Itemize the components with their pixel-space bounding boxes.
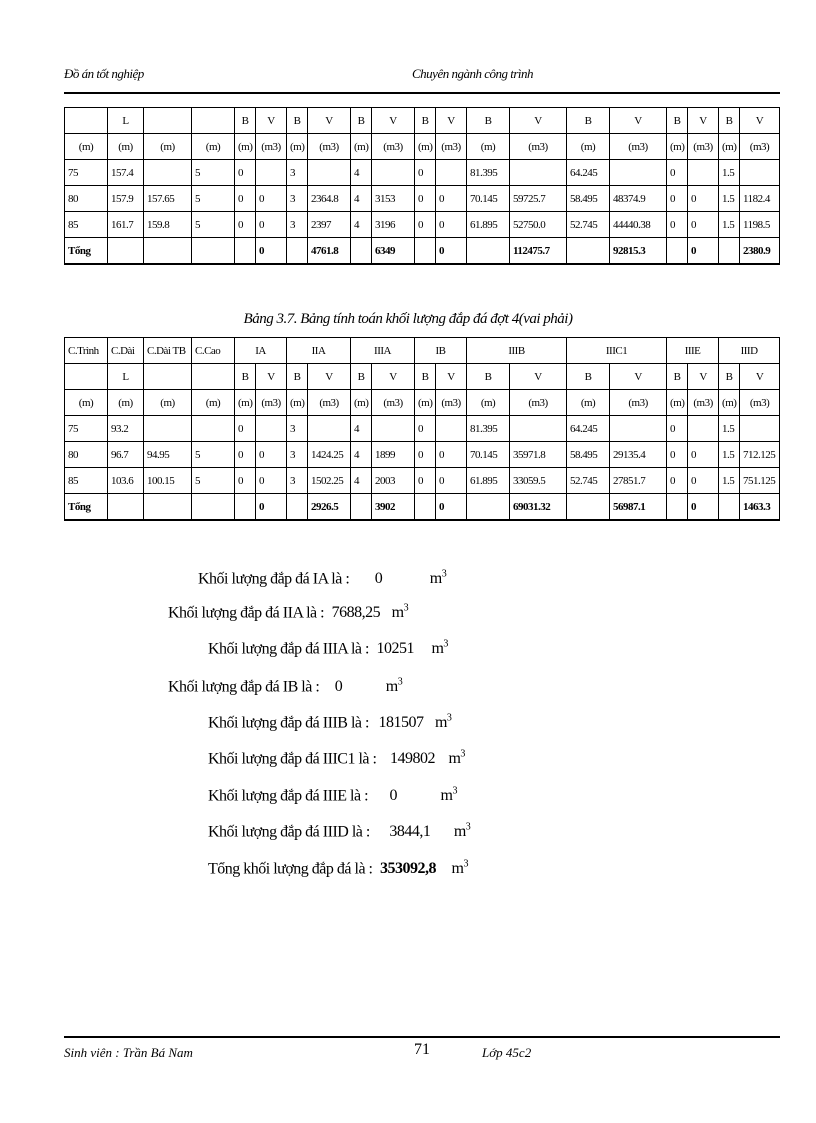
total-cell: 2380.9 [740, 238, 780, 265]
table-cell: 3 [287, 416, 308, 442]
header-ccao: C.Cao [192, 338, 235, 364]
table-cell [144, 108, 192, 134]
group-header: IIID [719, 338, 780, 364]
table-cell: 0 [235, 186, 256, 212]
total-cell: 0 [436, 238, 467, 265]
table-cell: 81.395 [467, 160, 510, 186]
table-cell: (m) [719, 134, 740, 160]
total-cell [144, 494, 192, 521]
table-cell: B [351, 108, 372, 134]
table-cell: (m) [144, 134, 192, 160]
table-cell: B [467, 108, 510, 134]
table-cell: 5 [192, 160, 235, 186]
total-cell: 6349 [372, 238, 415, 265]
table-row [65, 212, 780, 238]
total-label: Tổng [65, 494, 108, 521]
table-cell: V [308, 364, 351, 390]
table-cell: 4 [351, 468, 372, 494]
table-cell: 712.125 [740, 442, 780, 468]
table-cell: (m3) [740, 134, 780, 160]
table-cell: 1.5 [719, 186, 740, 212]
table-cell: 35971.8 [510, 442, 567, 468]
table-cell: 0 [235, 212, 256, 238]
table-row [65, 390, 780, 416]
summary-total: Tổng khối lượng đắp đá là : 353092,8 $m^3$ [208, 859, 468, 878]
table-cell: (m) [65, 134, 108, 160]
table-cell: 1502.25 [308, 468, 351, 494]
total-cell: 0 [436, 494, 467, 521]
table-cell: 0 [256, 468, 287, 494]
table-cell: 3 [287, 212, 308, 238]
table-cell [610, 160, 667, 186]
summary-line: Khối lượng đắp đá IIIC1 là : 149802 $m^3$ [208, 749, 465, 768]
table-cell [65, 364, 108, 390]
table-cell: (m3) [372, 390, 415, 416]
table-cell [256, 160, 287, 186]
header-ctrinh: C.Trình [65, 338, 108, 364]
table-cell: 48374.9 [610, 186, 667, 212]
table-cell [688, 160, 719, 186]
table-cell: 1198.5 [740, 212, 780, 238]
total-cell [415, 238, 436, 265]
table-cell: 161.7 [108, 212, 144, 238]
table-cell: (m3) [610, 134, 667, 160]
table-cell: 0 [436, 186, 467, 212]
table-cell: 52750.0 [510, 212, 567, 238]
total-cell: 4761.8 [308, 238, 351, 265]
footer-rule [64, 1036, 780, 1038]
table-cell: V [688, 108, 719, 134]
table-cell: 64.245 [567, 160, 610, 186]
table-cell [372, 416, 415, 442]
table-cell: B [415, 364, 436, 390]
table-cell: 29135.4 [610, 442, 667, 468]
table-cell: 58.495 [567, 186, 610, 212]
summary-line: Khối lượng đắp đá IIID là : 3844,1 $m^3$ [208, 822, 471, 841]
table-cell: 5 [192, 186, 235, 212]
table-cell [308, 160, 351, 186]
table-cell: (m3) [372, 134, 415, 160]
table-cell: (m3) [510, 390, 567, 416]
table-cell: 751.125 [740, 468, 780, 494]
table-cell: V [610, 364, 667, 390]
table-cell: 3 [287, 442, 308, 468]
table-cell: (m) [287, 390, 308, 416]
footer-student: Sinh viên : Trần Bá Nam [64, 1045, 193, 1060]
table-cell: B [467, 364, 510, 390]
table-cell: 5 [192, 442, 235, 468]
table-cell: 64.245 [567, 416, 610, 442]
table-cell: (m3) [688, 390, 719, 416]
table-cell: 0 [235, 416, 256, 442]
table-cell: B [415, 108, 436, 134]
table-cell: 0 [436, 212, 467, 238]
table-cell: 3196 [372, 212, 415, 238]
table-row [65, 364, 780, 390]
table-cell: (m) [351, 134, 372, 160]
table-cell [688, 416, 719, 442]
table-cell: 1.5 [719, 160, 740, 186]
table-cell: 159.8 [144, 212, 192, 238]
total-cell: 56987.1 [610, 494, 667, 521]
table-cell: B [235, 108, 256, 134]
table-cell: (m) [108, 134, 144, 160]
table-cell: 93.2 [108, 416, 144, 442]
table-cell: 52.745 [567, 212, 610, 238]
total-cell: 1463.3 [740, 494, 780, 521]
table-cell: V [372, 364, 415, 390]
table-cell: V [610, 108, 667, 134]
table-cell [436, 160, 467, 186]
table-cell: 96.7 [108, 442, 144, 468]
table-cell: 0 [256, 442, 287, 468]
total-cell [567, 238, 610, 265]
table-cell: (m3) [256, 134, 287, 160]
table-cell: (m) [235, 134, 256, 160]
total-cell [351, 238, 372, 265]
header-cdai: C.Dài [108, 338, 144, 364]
table-cell: L [108, 108, 144, 134]
table-cell: B [287, 364, 308, 390]
group-header: IIA [287, 338, 351, 364]
table-cell: B [667, 108, 688, 134]
table-cell [192, 108, 235, 134]
table-cell: 4 [351, 416, 372, 442]
table-row [65, 160, 780, 186]
table-cell: V [308, 108, 351, 134]
table-cell: 2364.8 [308, 186, 351, 212]
table-cell: 52.745 [567, 468, 610, 494]
table-cell: B [235, 364, 256, 390]
table-row [65, 442, 780, 468]
table-cell: B [719, 108, 740, 134]
table-cell: (m3) [256, 390, 287, 416]
table-cell: 100.15 [144, 468, 192, 494]
total-cell: 0 [256, 494, 287, 521]
table-cell: 3 [287, 186, 308, 212]
table-cell: 0 [415, 160, 436, 186]
table-cell: V [256, 108, 287, 134]
header-left: Đồ án tốt nghiệp [64, 66, 144, 81]
table-cell: 0 [235, 468, 256, 494]
group-header: IIIC1 [567, 338, 667, 364]
table-cell: (m3) [436, 134, 467, 160]
table-cell: 1424.25 [308, 442, 351, 468]
table-cell: B [567, 364, 610, 390]
table-cell: 80 [65, 442, 108, 468]
table-cell: 81.395 [467, 416, 510, 442]
total-cell: 0 [256, 238, 287, 265]
total-cell [467, 238, 510, 265]
table-cell: (m3) [510, 134, 567, 160]
group-header: IA [235, 338, 287, 364]
header-right: Chuyên ngành công trình [412, 66, 534, 81]
group-header: IIIA [351, 338, 415, 364]
table-cell: (m) [467, 134, 510, 160]
table-cell: V [436, 364, 467, 390]
total-cell [351, 494, 372, 521]
table-row [65, 134, 780, 160]
total-label: Tổng [65, 238, 108, 265]
table-cell: (m3) [308, 134, 351, 160]
total-cell [235, 238, 256, 265]
table-cell: 5 [192, 468, 235, 494]
table-cell: B [287, 108, 308, 134]
total-cell: 0 [688, 494, 719, 521]
total-cell: 2926.5 [308, 494, 351, 521]
summary-line: Khối lượng đắp đá IIIE là : 0 $m^3$ [208, 786, 457, 805]
table-cell: 0 [436, 442, 467, 468]
table-cell: 1899 [372, 442, 415, 468]
table-cell: B [567, 108, 610, 134]
table-cell: 85 [65, 212, 108, 238]
total-cell [235, 494, 256, 521]
table-cell: 0 [256, 212, 287, 238]
table-cell: (m) [415, 390, 436, 416]
table-cell: 5 [192, 212, 235, 238]
table-cell: 103.6 [108, 468, 144, 494]
page-number: 71 [414, 1041, 430, 1058]
table-cell [144, 364, 192, 390]
table-cell: 0 [688, 186, 719, 212]
table-cell: 80 [65, 186, 108, 212]
table-cell: 61.895 [467, 212, 510, 238]
table-cell: 1.5 [719, 416, 740, 442]
group-header: IB [415, 338, 467, 364]
table-cell [436, 416, 467, 442]
table-cell: 0 [415, 468, 436, 494]
table-cell: 3 [287, 160, 308, 186]
table-cell: 4 [351, 212, 372, 238]
table-cell [740, 416, 780, 442]
table-cell: 0 [415, 416, 436, 442]
total-cell: 3902 [372, 494, 415, 521]
table-cell: 75 [65, 160, 108, 186]
total-cell: 112475.7 [510, 238, 567, 265]
summary-line: Khối lượng đắp đá IIA là : 7688,25 $m^3$ [168, 603, 409, 622]
table-cell: 0 [688, 468, 719, 494]
table-cell: 0 [667, 212, 688, 238]
table-cell: 4 [351, 160, 372, 186]
total-cell [667, 494, 688, 521]
table-cell: 58.495 [567, 442, 610, 468]
table-cell: V [740, 364, 780, 390]
total-cell [287, 238, 308, 265]
table-cell: (m) [192, 390, 235, 416]
table-cell: 1.5 [719, 468, 740, 494]
table-cell: 4 [351, 186, 372, 212]
table-cell: 70.145 [467, 442, 510, 468]
table-row [65, 108, 780, 134]
table-cell: (m3) [308, 390, 351, 416]
table-cell: (m3) [688, 134, 719, 160]
table-cell: (m) [719, 390, 740, 416]
table-row [65, 186, 780, 212]
table-caption: Bảng 3.7. Bảng tính toán khối lượng đắp đá đợt 4(vai phải) [243, 311, 573, 327]
table-cell: (m) [65, 390, 108, 416]
table-cell: (m) [415, 134, 436, 160]
table-cell: 75 [65, 416, 108, 442]
table-row [65, 468, 780, 494]
table-cell: 0 [415, 442, 436, 468]
total-cell [567, 494, 610, 521]
table-total-row [65, 238, 780, 265]
table-cell: (m) [567, 390, 610, 416]
table-cell: 0 [415, 212, 436, 238]
table-cell: 3153 [372, 186, 415, 212]
table-cell: (m) [667, 134, 688, 160]
table-cell: (m) [287, 134, 308, 160]
table-cell: 0 [667, 468, 688, 494]
table-cell: 0 [235, 442, 256, 468]
table-cell: (m) [235, 390, 256, 416]
table-cell: (m) [467, 390, 510, 416]
table-cell: 0 [688, 212, 719, 238]
table-cell: 0 [667, 160, 688, 186]
table-cell [144, 160, 192, 186]
table-cell: B [719, 364, 740, 390]
table-cell: V [436, 108, 467, 134]
table-cell [610, 416, 667, 442]
total-cell [667, 238, 688, 265]
group-header: IIIE [667, 338, 719, 364]
table-cell: 33059.5 [510, 468, 567, 494]
total-cell [719, 238, 740, 265]
table-cell: 157.9 [108, 186, 144, 212]
table-cell: 0 [436, 468, 467, 494]
table-cell: 59725.7 [510, 186, 567, 212]
table-cell [372, 160, 415, 186]
table-cell: 85 [65, 468, 108, 494]
header-cdaitb: C.Dài TB [144, 338, 192, 364]
table-cell: V [740, 108, 780, 134]
total-cell [192, 238, 235, 265]
table-cell: 61.895 [467, 468, 510, 494]
table-cell [510, 416, 567, 442]
table-cell: (m) [108, 390, 144, 416]
table-cell [192, 364, 235, 390]
table-cell: 0 [235, 160, 256, 186]
table-cell: V [372, 108, 415, 134]
table-cell: 0 [667, 416, 688, 442]
group-header: IIIB [467, 338, 567, 364]
table-total-row [65, 494, 780, 521]
table-cell: 44440.38 [610, 212, 667, 238]
table-cell: 0 [667, 442, 688, 468]
summary-line: Khối lượng đắp đá IB là : 0 $m^3$ [168, 677, 403, 696]
table-cell: 4 [351, 442, 372, 468]
summary-line: Khối lượng đắp đá IIIB là : 181507 $m^3$ [208, 713, 452, 732]
table-row [65, 416, 780, 442]
table-cell [510, 160, 567, 186]
table-cell [740, 160, 780, 186]
table-cell: 94.95 [144, 442, 192, 468]
table-cell: 1.5 [719, 212, 740, 238]
table-cell: B [667, 364, 688, 390]
table-cell: B [351, 364, 372, 390]
table-cell: 1.5 [719, 442, 740, 468]
table-cell: V [510, 364, 567, 390]
summary-line: Khối lượng đắp đá IA là : 0 $m^3$ [198, 569, 447, 588]
footer-class: Lớp 45c2 [482, 1045, 532, 1060]
total-cell: 69031.32 [510, 494, 567, 521]
table-cell: (m) [351, 390, 372, 416]
table-cell: 0 [415, 186, 436, 212]
total-cell [415, 494, 436, 521]
total-cell [144, 238, 192, 265]
table-cell [308, 416, 351, 442]
table-cell: (m3) [740, 390, 780, 416]
total-cell: 92815.3 [610, 238, 667, 265]
table-cell: 3 [287, 468, 308, 494]
total-cell [192, 494, 235, 521]
table-cell: (m) [567, 134, 610, 160]
table-cell [65, 108, 108, 134]
table-cell: 27851.7 [610, 468, 667, 494]
total-cell [719, 494, 740, 521]
total-cell [108, 494, 144, 521]
table-cell: (m) [667, 390, 688, 416]
table-cell: (m) [192, 134, 235, 160]
table-cell: 2397 [308, 212, 351, 238]
table-cell: V [688, 364, 719, 390]
table-cell: 157.65 [144, 186, 192, 212]
table-cell: 70.145 [467, 186, 510, 212]
total-cell [467, 494, 510, 521]
table-cell: 0 [688, 442, 719, 468]
table-header-row [65, 338, 780, 364]
table-cell: 1182.4 [740, 186, 780, 212]
table-cell: L [108, 364, 144, 390]
total-cell [287, 494, 308, 521]
total-cell: 0 [688, 238, 719, 265]
table-cell: V [256, 364, 287, 390]
header-rule [64, 92, 780, 94]
table-cell: (m3) [436, 390, 467, 416]
table-cell: V [510, 108, 567, 134]
table-cell: 157.4 [108, 160, 144, 186]
table-continued [64, 107, 780, 265]
total-cell [108, 238, 144, 265]
table-cell: 0 [667, 186, 688, 212]
table-cell: (m3) [610, 390, 667, 416]
table-cell [256, 416, 287, 442]
table-cell [192, 416, 235, 442]
table-cell: 0 [256, 186, 287, 212]
table-3-7 [64, 337, 780, 521]
table-cell: (m) [144, 390, 192, 416]
summary-line: Khối lượng đắp đá IIIA là : 10251 $m^3$ [208, 639, 448, 658]
table-cell [144, 416, 192, 442]
table-cell: 2003 [372, 468, 415, 494]
